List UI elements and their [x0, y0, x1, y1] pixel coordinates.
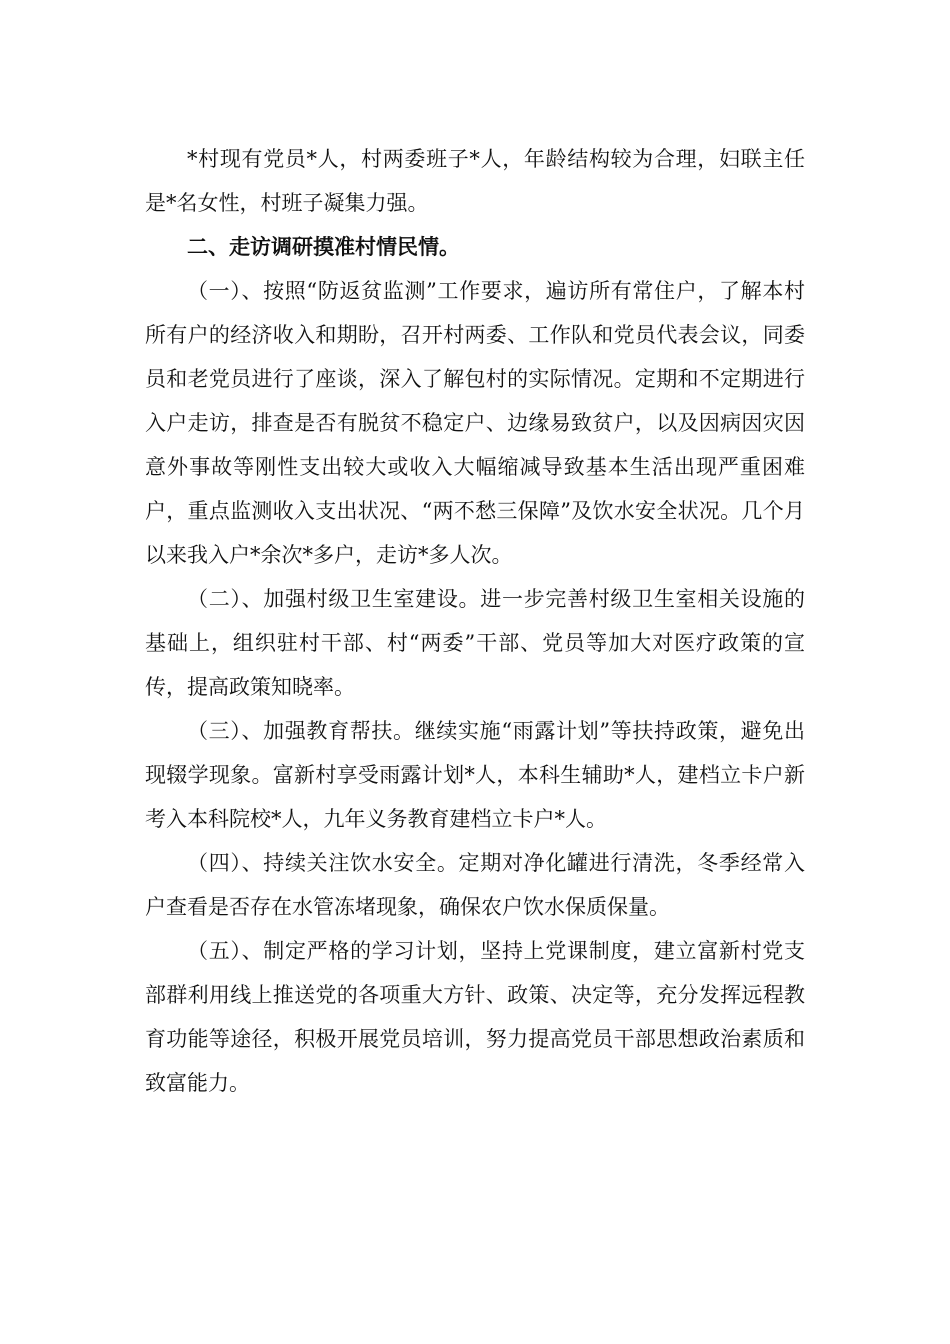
- section-heading-visits: 二、走访调研摸准村情民情。: [187, 234, 460, 259]
- paragraph-study-plan: （五）、制定严格的学习计划，坚持上党课制度，建立富新村党支部群利用线上推送党的各项重大方针、政策、决定等，充分发挥远程教育功能等途径，积极开展党员培训，努力提高党员干部思想政治素质和致富能力。: [145, 939, 805, 1095]
- paragraph-water-safety: （四）、持续关注饮水安全。定期对净化罐进行清洗，冬季经常入户查看是否存在水管冻堵现象，确保农户饮水保质保量。: [145, 851, 805, 919]
- paragraph-education-support: （三）、加强教育帮扶。继续实施“雨露计划”等扶持政策，避免出现辍学现象。富新村享受雨露计划*人，本科生辅助*人，建档立卡户新考入本科院校*人，九年义务教育建档立卡户*人。: [145, 719, 805, 831]
- paragraph-poverty-monitoring: （一）、按照“防返贫监测”工作要求，遍访所有常住户，了解本村所有户的经济收入和期盼，召开村两委、工作队和党员代表会议，同委员和老党员进行了座谈，深入了解包村的实际情况。定期和不定期进行入户走访，排查是否有脱贫不稳定户、边缘易致贫户，以及因病因灾因意外事故等刚性支出较大或收入大幅缩减导致基本生活出现严重困难户，重点监测收入支出状况、“两不愁三保障”及饮水安全状况。几个月以来我入户*余次*多户，走访*多人次。: [145, 279, 805, 567]
- paragraph-clinic-construction: （二）、加强村级卫生室建设。进一步完善村级卫生室相关设施的基础上，组织驻村干部、村“两委”干部、党员等加大对医疗政策的宣传，提高政策知晓率。: [145, 587, 805, 699]
- paragraph-party-members: *村现有党员*人，村两委班子*人，年龄结构较为合理，妇联主任是*名女性，村班子凝集力强。: [145, 147, 805, 215]
- document-body: [145, 137, 805, 1105]
